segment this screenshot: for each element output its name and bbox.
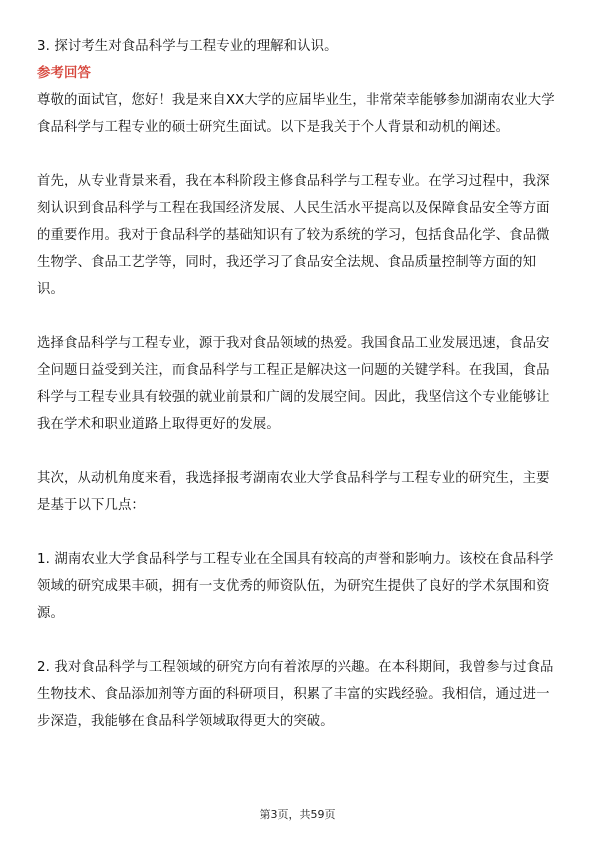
page-footer: 第3页，共59页 [259, 808, 336, 821]
answer-heading: 参考回答 [37, 66, 91, 81]
document-body [37, 33, 559, 735]
paragraph-choice: 选择食品科学与工程专业，源于我对食品领域的热爱。我国食品工业发展迅速，食品安全问题日益受到关注，而食品科学与工程正是解决这一问题的关键学科。在我国，食品科学与工程专业具有较强的就业前景和广阔的发展空间。因此，我坚信这个专业能够让我在学术和职业道路上取得更好的发展。 [37, 336, 550, 432]
paragraph-greeting: 尊敬的面试官，您好！我是来自XX大学的应届毕业生，非常荣幸能够参加湖南农业大学食品科学与工程专业的硕士研究生面试。以下是我关于个人背景和动机的阐述。 [37, 93, 555, 135]
paragraph-background: 首先，从专业背景来看，我在本科阶段主修食品科学与工程专业。在学习过程中，我深刻认识到食品科学与工程在我国经济发展、人民生活水平提高以及保障食品安全等方面的重要作用。我对于食品科学的基础知识有了较为系统的学习，包括食品化学、食品微生物学、食品工艺学等，同时，我还学习了食品安全法规、食品质量控制等方面的知识。 [37, 174, 550, 297]
question-text: 3. 探讨考生对食品科学与工程专业的理解和认识。 [37, 39, 338, 54]
paragraph-motivation: 其次，从动机角度来看，我选择报考湖南农业大学食品科学与工程专业的研究生，主要是基于以下几点： [37, 471, 550, 513]
paragraph-gap [37, 627, 559, 654]
list-item-interest: 2. 我对食品科学与工程领域的研究方向有着浓厚的兴趣。在本科期间，我曾参与过食品生物技术、食品添加剂等方面的科研项目，积累了丰富的实践经验。我相信，通过进一步深造，我能够在食品科学领域取得更大的突破。 [37, 660, 554, 729]
paragraph-gap [37, 141, 559, 168]
list-item-reputation: 1. 湖南农业大学食品科学与工程专业在全国具有较高的声誉和影响力。该校在食品科学领域的研究成果丰硕，拥有一支优秀的师资队伍，为研究生提供了良好的学术氛围和资源。 [37, 552, 554, 621]
paragraph-gap [37, 519, 559, 546]
paragraph-gap [37, 303, 559, 330]
paragraph-gap [37, 438, 559, 465]
